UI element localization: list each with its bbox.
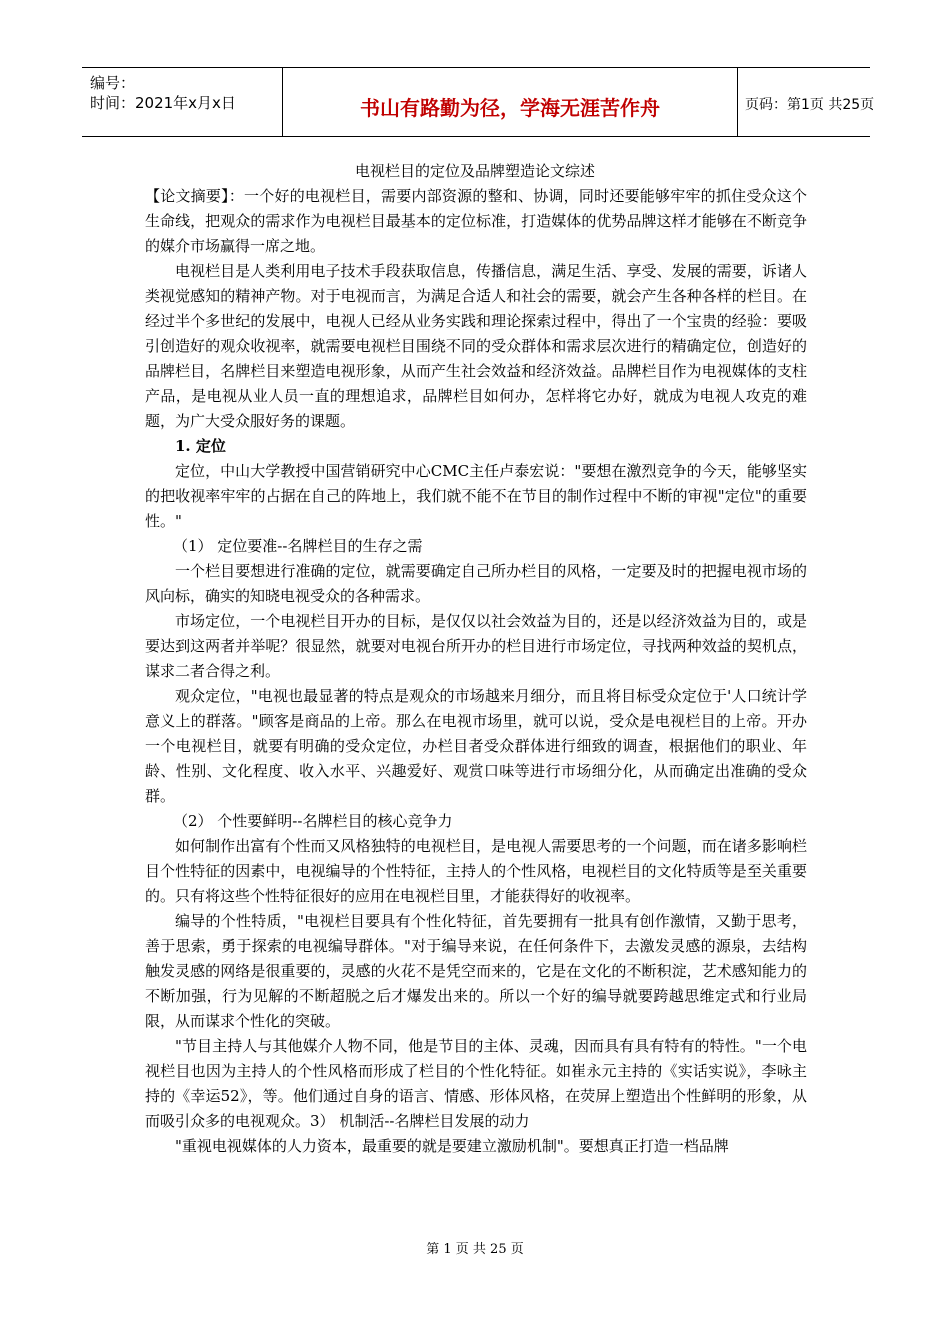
header-page-number: 页码：第1页 共25页 xyxy=(745,97,875,113)
header-motto: 书山有路勤为径，学海无涯苦作舟 xyxy=(360,96,660,120)
body-paragraph: 如何制作出富有个性而又风格独特的电视栏目，是电视人需要思考的一个问题，而在诸多影响栏目个性特征的因素中，电视编导的个性特征，主持人的个性风格，电视栏目的文化特质等是至关重要的。只有将这些个性特征很好的应用在电视栏目里，才能获得好的收视率。 xyxy=(145,837,807,905)
page-header xyxy=(82,67,875,137)
section-heading: 1. 定位 xyxy=(175,437,226,455)
subsection-heading: （2） 个性要鲜明--名牌栏目的核心竞争力 xyxy=(173,812,453,830)
body-paragraph: 市场定位，一个电视栏目开办的目标，是仅仅以社会效益为目的，还是以经济效益为目的，或是要达到这两者并举呢？很显然，就要对电视台所开办的栏目进行市场定位，寻找两种效益的契机点，谋求二者合得之利。 xyxy=(145,612,807,680)
body-paragraph: 定位，中山大学教授中国营销研究中心CMC主任卢泰宏说："要想在激烈竞争的今天，能够坚实的把收视率牢牢的占据在自己的阵地上，我们就不能不在节目的制作过程中不断的审视"定位"的重要性。" xyxy=(145,462,807,530)
header-page-cell xyxy=(737,68,875,136)
header-date: 时间：2021年x月x日 xyxy=(90,94,236,112)
document-title: 电视栏目的定位及品牌塑造论文综述 xyxy=(354,162,595,180)
page-footer: 第 1 页 共 25 页 xyxy=(426,1242,524,1257)
body-paragraph: 一个栏目要想进行准确的定位，就需要确定自己所办栏目的风格，一定要及时的把握电视市场的风向标，确实的知晓电视受众的各种需求。 xyxy=(145,562,807,605)
body-paragraph: 电视栏目是人类利用电子技术手段获取信息，传播信息，满足生活、享受、发展的需要，诉诸人类视觉感知的精神产物。对于电视而言，为满足合适人和社会的需要，就会产生各种各样的栏目。在经过半个多世纪的发展中，电视人已经从业务实践和理论探索过程中，得出了一个宝贵的经验：要吸引创造好的观众收视率，就需要电视栏目围绕不同的受众群体和需求层次进行的精确定位，创造好的品牌栏目，名牌栏目来塑造电视形象，从而产生社会效益和经济效益。品牌栏目作为电视媒体的支柱产品，是电视从业人员一直的理想追求，品牌栏目如何办，怎样将它办好，就成为电视人攻克的难题，为广大受众服好务的课题。 xyxy=(145,262,807,430)
body-paragraph: "重视电视媒体的人力资本，最重要的就是要建立激励机制"。要想真正打造一档品牌 xyxy=(175,1137,729,1155)
body-paragraph: "节目主持人与其他媒介人物不同，他是节目的主体、灵魂，因而具有具有特有的特性。"一个电视栏目也因为主持人的个性风格而形成了栏目的个性化特征。如崔永元主持的《实话实说》，李咏主持的《幸运52》，等。他们通过自身的语言、情感、形体风格，在荧屏上塑造出个性鲜明的形象，从而吸引众多的电视观众。3） 机制活--名牌栏目发展的动力 xyxy=(145,1037,807,1130)
body-paragraph: 观众定位，"电视也最显著的特点是观众的市场越来月细分，而且将目标受众定位于'人口统计学意义上的群落。"顾客是商品的上帝。那么在电视市场里，就可以说，受众是电视栏目的上帝。开办一个电视栏目，就要有明确的受众定位，办栏目者受众群体进行细致的调查，根据他们的职业、年龄、性别、文化程度、收入水平、兴趣爱好、观赏口味等进行市场细分化，从而确定出准确的受众群。 xyxy=(145,687,807,805)
header-motto-cell xyxy=(282,68,738,136)
header-code: 编号： xyxy=(90,74,136,92)
abstract-paragraph: 【论文摘要】：一个好的电视栏目，需要内部资源的整和、协调，同时还要能够牢牢的抓住受众这个生命线，把观众的需求作为电视栏目最基本的定位标准，打造媒体的优势品牌这样才能够在不断竞争的媒介市场赢得一席之地。 xyxy=(145,187,807,255)
body-paragraph: 编导的个性特质，"电视栏目要具有个性化特征，首先要拥有一批具有创作激情，又勤于思考，善于思索，勇于探索的电视编导群体。"对于编导来说，在任何条件下，去激发灵感的源泉，去结构触发灵感的网络是很重要的，灵感的火花不是凭空而来的，它是在文化的不断积淀，艺术感知能力的不断加强，行为见解的不断超脱之后才爆发出来的。所以一个好的编导就要跨越思维定式和行业局限，从而谋求个性化的突破。 xyxy=(145,912,807,1030)
subsection-heading: （1） 定位要准--名牌栏目的生存之需 xyxy=(173,537,423,555)
header-meta-cell xyxy=(82,68,282,136)
document-body xyxy=(145,184,807,1159)
